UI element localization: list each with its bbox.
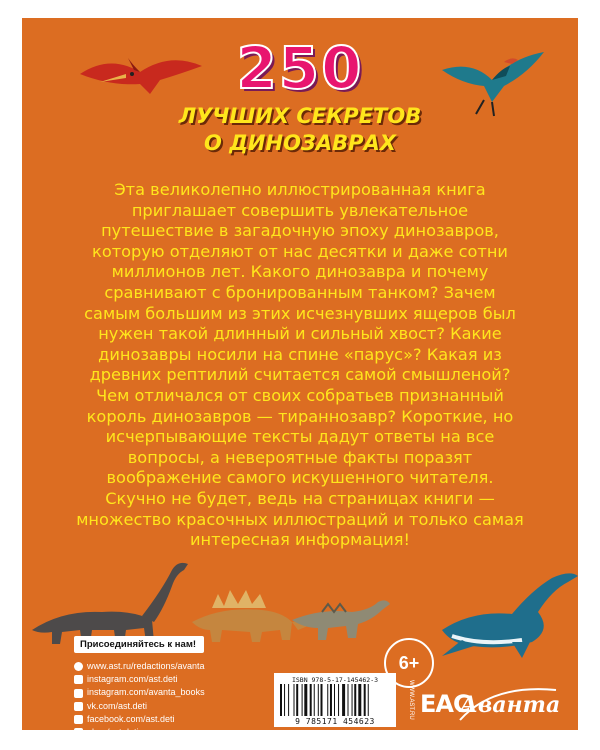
odnoklassniki-icon — [74, 728, 83, 737]
book-description: Эта великолепно иллюстрированная книга приглашает совершить увлекательное путешествие в загадочную эпоху динозавров, которую отделяют от нас десятки и даже сотни миллионов лет. Какого динозавра и почему сравнивают с бронированным танком? Зачем самым большим из этих исчезнувших ящеров был нужен такой длинный и сильный хвост? Какие динозавры носили на спине «парус»? Какая из древних рептилий считается самой смышленой? Чем отличался от своих собратьев признанный король динозавров — тираннозавр? Короткие, но исчерпывающие тексты дадут ответы на все вопросы, а невероятные факты поразят воображение самого искушенного читателя. Скучно не будет, ведь на страницах книги — множество красочных иллюстраций и только самая интересная информация! — [76, 180, 524, 550]
book-back-cover — [22, 18, 578, 738]
barcode-bar — [284, 684, 285, 716]
barcode-graphic — [280, 684, 390, 716]
social-links-list — [74, 660, 254, 739]
stegosaurus-illustration — [192, 590, 308, 642]
barcode-bar — [302, 684, 303, 716]
barcode-bar — [342, 684, 345, 716]
barcode-bar — [321, 684, 323, 716]
social-link-instagram-deti[interactable]: instagram.com/ast.deti — [74, 673, 254, 686]
social-link-facebook[interactable]: facebook.com/ast.deti — [74, 713, 254, 726]
instagram-icon — [74, 675, 83, 684]
vk-icon — [74, 702, 83, 711]
facebook-icon — [74, 715, 83, 724]
social-link-instagram-avanta[interactable]: instagram.com/avanta_books — [74, 686, 254, 699]
social-link-vk[interactable]: vk.com/ast.deti — [74, 700, 254, 713]
barcode-bar — [338, 684, 339, 716]
barcode-bar — [294, 684, 295, 716]
barcode-bar — [354, 684, 356, 716]
title-line-1: ЛУЧШИХ СЕКРЕТОВ — [178, 104, 422, 128]
barcode-bar — [330, 684, 332, 716]
social-link-website[interactable]: www.ast.ru/redactions/avanta — [74, 660, 254, 673]
barcode-bar — [318, 684, 319, 716]
title-line-2: О ДИНОЗАВРАХ — [204, 131, 396, 155]
barcode-bar — [280, 684, 282, 716]
globe-icon — [74, 662, 83, 671]
barcode-bar — [364, 684, 366, 716]
barcode-bar — [310, 684, 312, 716]
barcode-bar — [368, 684, 369, 716]
barcode-bar — [358, 684, 361, 716]
isbn-text: ISBN 978-5-17-145462-3 — [291, 676, 379, 684]
instagram-icon — [74, 689, 83, 698]
plesiosaur-illustration — [442, 573, 578, 658]
title-number: 250 — [236, 34, 364, 102]
barcode-number: 9 785171 454623 — [295, 717, 375, 726]
barcode-bar — [314, 684, 315, 716]
small-dinosaur-illustration — [292, 600, 390, 640]
social-links-block — [74, 636, 254, 739]
publisher-site-vertical: WWW.AST.RU — [408, 680, 414, 720]
barcode-bar — [296, 684, 298, 716]
barcode-bar — [334, 684, 335, 716]
sauropod-illustration — [32, 563, 188, 644]
barcode-label — [274, 673, 396, 727]
barcode-bar — [348, 684, 349, 716]
age-rating-badge: 6+ — [384, 638, 434, 688]
barcode-bar — [304, 684, 307, 716]
barcode-bar — [352, 684, 353, 716]
social-link-ok[interactable]: ok.ru/ast.deti — [74, 726, 254, 739]
barcode-bar — [327, 684, 328, 716]
social-heading: Присоединяйтесь к нам! — [74, 636, 204, 653]
eac-certification-mark: EAC — [420, 690, 470, 718]
publisher-name: Аванта — [460, 692, 561, 718]
publisher-logo — [452, 680, 564, 732]
barcode-bar — [288, 684, 289, 716]
